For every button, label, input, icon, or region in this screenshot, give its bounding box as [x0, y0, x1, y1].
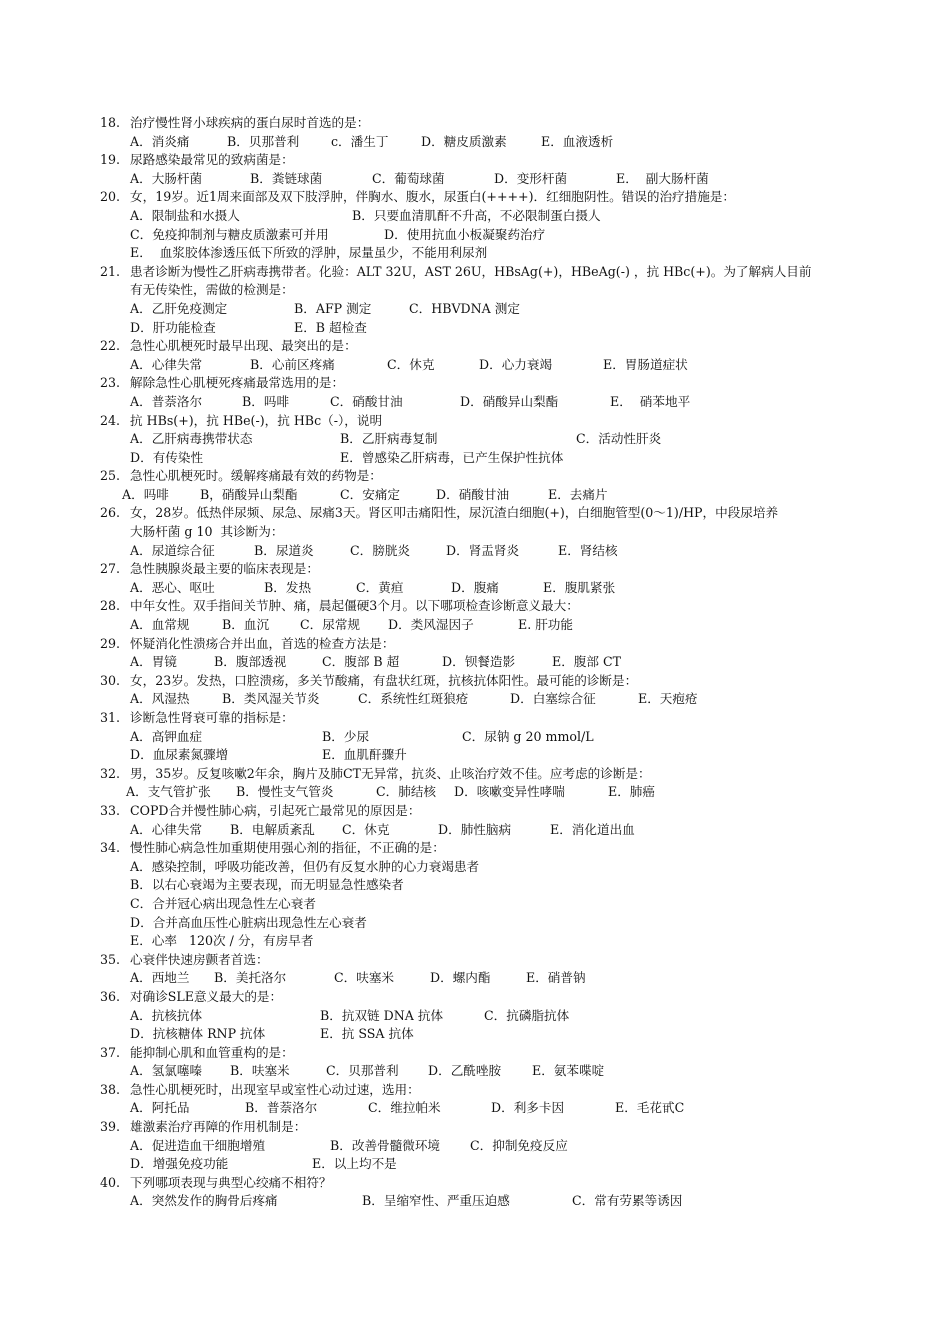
question-text: 急性胰腺炎最主要的临床表现是：	[130, 561, 319, 577]
answer-option: D．硝酸异山梨酯	[460, 393, 559, 409]
question-line	[100, 188, 870, 207]
option-row	[100, 821, 870, 840]
question-text: 急性心肌梗死时。缓解疼痛最有效的药物是：	[130, 468, 382, 484]
answer-option: E. 肝功能	[518, 617, 573, 633]
exam-document	[100, 114, 870, 1211]
answer-option: B．慢性支气管炎	[236, 784, 334, 800]
question-number: 31.	[100, 710, 121, 725]
question-line	[100, 1081, 870, 1100]
answer-option: D．肺性脑病	[438, 821, 512, 837]
option-row	[100, 914, 870, 933]
answer-option: C．呋塞米	[334, 970, 395, 986]
question-number: 21.	[100, 263, 121, 279]
answer-option: D．类风湿因子	[388, 617, 474, 633]
option-row	[100, 1155, 870, 1174]
answer-option: A．阿托品	[130, 1100, 190, 1116]
answer-option: C．维拉帕米	[368, 1100, 441, 1116]
question-text: 女，19岁。近1周来面部及双下肢浮肿，伴胸水、腹水，尿蛋白(++++)．红细胞阴性。错误的治疗措施是：	[130, 189, 736, 205]
question-number: 37.	[100, 1044, 121, 1060]
answer-option: E．B 超检查	[294, 319, 367, 335]
answer-option: A．普萘洛尔	[130, 393, 203, 409]
question-number: 18.	[100, 115, 121, 130]
answer-option: D．变形杆菌	[494, 170, 568, 186]
answer-option: C．腹部 B 超	[322, 654, 400, 670]
question-text: 能抑制心肌和血管重构的是：	[130, 1044, 294, 1060]
answer-option: E．氨苯喋啶	[532, 1063, 605, 1079]
question-text: 女，28岁。低热伴尿频、尿急、尿痛3天。肾区叩击痛阳性，尿沉渣白细胞(+)，白细胞管型(0～1)/HP，中段尿培养	[130, 505, 779, 521]
question-line	[100, 839, 870, 858]
answer-option: B．少尿	[322, 728, 370, 744]
question-number: 29.	[100, 635, 121, 651]
answer-option: A．感染控制，呼吸功能改善，但仍有反复水肿的心力衰竭患者	[130, 858, 480, 874]
answer-option: A．恶心、呕吐	[130, 579, 215, 595]
answer-option: E． 副大肠杆菌	[616, 170, 709, 186]
option-row	[100, 858, 870, 877]
question-text: 慢性肺心病急性加重期使用强心剂的指征，不正确的是：	[130, 840, 445, 856]
answer-option: D．增强免疫功能	[130, 1156, 229, 1172]
question-text: 雄激素治疗再障的作用机制是：	[130, 1119, 307, 1135]
answer-option: A．西地兰	[130, 970, 190, 986]
answer-option: C．黄疸	[356, 579, 404, 595]
answer-option: B．电解质紊乱	[230, 821, 315, 837]
question-text: COPD合并慢性肺心病，引起死亡最常见的原因是：	[130, 802, 421, 818]
question-line	[100, 988, 870, 1007]
question-text: 急性心肌梗死时，出现室早或室性心动过速，选用：	[130, 1081, 420, 1097]
answer-option: B，硝酸异山梨酯	[200, 486, 298, 502]
answer-option: B．腹部透视	[214, 654, 287, 670]
question-text: 诊断急性肾衰可靠的指标是：	[130, 710, 294, 725]
answer-option: D．咳嗽变异性哮喘	[454, 784, 565, 800]
answer-option: C．抑制免疫反应	[470, 1137, 568, 1153]
answer-option: A．尿道综合征	[130, 542, 215, 558]
answer-option: C．贝那普利	[326, 1063, 399, 1079]
question-text: 抗 HBs(+)，抗 HBe(-)，抗 HBc（-），说明	[130, 412, 383, 428]
answer-option: D．血尿素氮骤增	[130, 747, 229, 763]
answer-option: C．尿钠 g 20 mmol/L	[462, 728, 594, 744]
answer-option: A．突然发作的胸骨后疼痛	[130, 1193, 278, 1209]
question-line	[100, 765, 870, 784]
answer-option: E．消化道出血	[550, 821, 635, 837]
answer-option: B．粪链球菌	[250, 170, 323, 186]
answer-option: E．肾结核	[558, 542, 618, 558]
option-row	[100, 728, 870, 747]
answer-option: C．尿常规	[300, 617, 361, 633]
option-row	[100, 133, 870, 152]
answer-option: D．白塞综合征	[510, 691, 596, 707]
question-number: 19.	[100, 152, 121, 168]
answer-option: E． 硝苯地平	[610, 393, 691, 409]
answer-option: D．有传染性	[130, 449, 204, 465]
answer-option: E．曾感染乙肝病毒，已产生保护性抗体	[340, 449, 564, 465]
question-line	[100, 709, 870, 728]
option-row	[100, 1137, 870, 1156]
question-text: 中年女性。双手指间关节肿、痛，晨起僵硬3个月。以下哪项检查诊断意义最大：	[130, 598, 579, 614]
question-line	[100, 951, 870, 970]
answer-option: A．支气管扩张	[126, 784, 211, 800]
option-row	[100, 244, 870, 263]
answer-option: C．抗磷脂抗体	[484, 1007, 570, 1023]
question-number: 23.	[100, 375, 121, 391]
answer-option: A．乙肝免疫测定	[130, 300, 228, 316]
option-row	[100, 170, 870, 189]
question-line	[100, 263, 870, 282]
question-line	[100, 467, 870, 486]
question-continuation: 大肠杆菌 g 10 其诊断为：	[130, 524, 284, 540]
answer-option: E．以上均不是	[312, 1156, 397, 1172]
question-number: 36.	[100, 988, 121, 1004]
answer-option: C．HBVDNA 测定	[409, 300, 520, 316]
question-number: 38.	[100, 1081, 121, 1097]
question-number: 25.	[100, 468, 121, 484]
option-row	[100, 746, 870, 765]
question-number: 26.	[100, 505, 121, 521]
answer-option: B．贝那普利	[227, 133, 300, 149]
answer-option: c．潘生丁	[331, 133, 389, 149]
question-line	[100, 1174, 870, 1193]
answer-option: B．普萘洛尔	[245, 1100, 318, 1116]
answer-option: D．腹痛	[451, 579, 499, 595]
answer-option: C．系统性红斑狼疮	[358, 691, 469, 707]
answer-option: B．心前区疼痛	[250, 356, 335, 372]
question-line	[100, 151, 870, 170]
option-row	[100, 300, 870, 319]
answer-option: C．安痛定	[340, 486, 401, 502]
answer-option: D．合并高血压性心脏病出现急性左心衰者	[130, 914, 367, 930]
option-row	[100, 876, 870, 895]
question-number: 20.	[100, 189, 121, 205]
answer-option: A．抗核抗体	[130, 1007, 203, 1023]
answer-option: A．心律失常	[130, 356, 203, 372]
answer-option: C．休克	[342, 821, 390, 837]
question-number: 28.	[100, 598, 121, 614]
answer-option: E．血肌酐骤升	[322, 747, 407, 763]
answer-option: E．毛花甙C	[615, 1100, 685, 1116]
option-row	[100, 226, 870, 245]
question-number: 22.	[100, 338, 121, 354]
answer-option: B．发热	[264, 579, 312, 595]
option-row	[100, 430, 870, 449]
question-line	[100, 337, 870, 356]
answer-option: C．肺结核	[376, 784, 437, 800]
answer-option: D．心力衰竭	[479, 356, 553, 372]
answer-option: A．氢氯噻嗪	[130, 1063, 203, 1079]
option-row	[100, 690, 870, 709]
answer-option: E．腹部 CT	[552, 654, 622, 670]
question-line	[100, 504, 870, 523]
answer-option: B．尿道炎	[254, 542, 314, 558]
option-row	[100, 579, 870, 598]
answer-option: D．肾盂肾炎	[446, 542, 520, 558]
answer-option: A．促进造血干细胞增殖	[130, 1137, 266, 1153]
question-text: 对确诊SLE意义最大的是：	[130, 988, 283, 1004]
question-number: 30.	[100, 672, 121, 688]
answer-option: A．大肠杆菌	[130, 170, 203, 186]
answer-option: D．乙酰唑胺	[428, 1063, 502, 1079]
option-row	[100, 783, 870, 802]
option-row	[100, 207, 870, 226]
question-line	[100, 672, 870, 691]
question-line	[100, 635, 870, 654]
question-line	[100, 114, 870, 133]
answer-option: B．改善骨髓微环境	[330, 1137, 441, 1153]
answer-option: B．呈缩窄性、严重压迫感	[362, 1193, 510, 1209]
question-continuation: 有无传染性，需做的检测是：	[130, 282, 294, 298]
answer-option: B．类风湿关节炎	[222, 691, 320, 707]
question-text: 怀疑消化性溃疡合并出血，首选的检查方法是：	[130, 635, 395, 651]
option-row	[100, 393, 870, 412]
answer-option: C．免疫抑制剂与糖皮质激素可并用	[130, 226, 329, 242]
answer-option: D．抗核糖体 RNP 抗体	[130, 1026, 266, 1042]
answer-option: E．血液透析	[541, 133, 614, 149]
answer-option: B．AFP 测定	[294, 300, 372, 316]
answer-option: E．去痛片	[548, 486, 608, 502]
answer-option: B．美托洛尔	[214, 970, 287, 986]
option-row	[100, 1099, 870, 1118]
option-row	[100, 1192, 870, 1211]
answer-option: A．吗啡	[122, 486, 169, 502]
answer-option: D．螺内酯	[430, 970, 491, 986]
option-row	[100, 1025, 870, 1044]
question-number: 33.	[100, 802, 121, 818]
question-text: 男，35岁。反复咳嗽2年余，胸片及肺CT无异常，抗炎、止咳治疗效不佳。应考虑的诊断是：	[130, 765, 651, 781]
option-row	[100, 1007, 870, 1026]
option-row	[100, 356, 870, 375]
answer-option: D．糖皮质激素	[421, 133, 507, 149]
question-number: 40.	[100, 1174, 121, 1190]
question-text: 心衰伴快速房颤者首选：	[130, 951, 269, 967]
question-line	[100, 412, 870, 431]
answer-option: C．合并冠心病出现急性左心衰者	[130, 895, 316, 911]
answer-option: B．只要血清肌酐不升高，不必限制蛋白摄人	[352, 207, 601, 223]
answer-option: E．心率 120次 / 分，有房早者	[130, 933, 314, 949]
answer-option: E．硝普钠	[526, 970, 586, 986]
question-text: 解除急性心肌梗死疼痛最常选用的是：	[130, 375, 345, 391]
question-text: 女，23岁。发热，口腔溃疡，多关节酸痛，有盘状红斑，抗核抗体阳性。最可能的诊断是：	[130, 672, 638, 688]
answer-option: B．抗双链 DNA 抗体	[320, 1007, 444, 1023]
question-line	[100, 597, 870, 616]
question-text: 急性心肌梗死时最早出现、最突出的是：	[130, 338, 357, 354]
question-line	[100, 560, 870, 579]
option-row	[100, 486, 870, 505]
question-text: 下列哪项表现与典型心绞痛不相符？	[130, 1174, 332, 1190]
answer-option: B．吗啡	[242, 393, 290, 409]
answer-option: A．血常规	[130, 617, 190, 633]
question-number: 24.	[100, 412, 121, 428]
option-row	[100, 932, 870, 951]
answer-option: D．硝酸甘油	[436, 486, 510, 502]
answer-option: A．限制盐和水摄人	[130, 207, 240, 223]
question-text: 治疗慢性肾小球疾病的蛋白尿时首选的是：	[130, 115, 370, 130]
question-number: 35.	[100, 951, 121, 967]
answer-option: C．休克	[387, 356, 435, 372]
answer-option: B．乙肝病毒复制	[340, 431, 438, 447]
answer-option: B．血沉	[222, 617, 270, 633]
answer-option: C．硝酸甘油	[330, 393, 403, 409]
answer-option: D．钡餐造影	[442, 654, 516, 670]
question-number: 34.	[100, 840, 121, 856]
answer-option: A．风湿热	[130, 691, 190, 707]
answer-option: E．抗 SSA 抗体	[320, 1026, 414, 1042]
question-line	[100, 1044, 870, 1063]
option-row	[100, 449, 870, 468]
question-text: 尿路感染最常见的致病菌是：	[130, 152, 294, 168]
answer-option: A．消炎痛	[130, 133, 190, 149]
question-number: 32.	[100, 765, 121, 781]
question-line	[100, 374, 870, 393]
question-number: 27.	[100, 561, 121, 577]
answer-option: E．胃肠道症状	[603, 356, 688, 372]
answer-option: A．高钾血症	[130, 728, 203, 744]
option-row	[100, 653, 870, 672]
answer-option: E．肺癌	[608, 784, 655, 800]
option-row	[100, 319, 870, 338]
answer-option: A．心律失常	[130, 821, 203, 837]
answer-option: D．肝功能检查	[130, 319, 216, 335]
option-row	[100, 542, 870, 561]
answer-option: E． 血浆胶体渗透压低下所致的浮肿，尿量虽少，不能用利尿剂	[130, 245, 488, 261]
option-row	[100, 616, 870, 635]
answer-option: E．腹肌紧张	[543, 579, 616, 595]
answer-option: E．天疱疮	[638, 691, 698, 707]
answer-option: D．使用抗血小板凝聚药治疗	[384, 226, 546, 242]
answer-option: A．乙肝病毒携带状态	[130, 431, 253, 447]
option-row	[100, 895, 870, 914]
question-number: 39.	[100, 1119, 121, 1135]
answer-option: B．以右心衰竭为主要表现，而无明显急性感染者	[130, 877, 404, 893]
answer-option: C．活动性肝炎	[576, 431, 662, 447]
answer-option: D．利多卡因	[491, 1100, 565, 1116]
answer-option: C．常有劳累等诱因	[572, 1193, 683, 1209]
answer-option: B．呋塞米	[230, 1063, 290, 1079]
option-row	[100, 1062, 870, 1081]
option-row	[100, 969, 870, 988]
question-text: 患者诊断为慢性乙肝病毒携带者。化验：ALT 32U，AST 26U，HBsAg(+)，HBeAg(-) ，抗 HBc(+)。为了解病人目前	[130, 263, 812, 279]
answer-option: C．膀胱炎	[350, 542, 411, 558]
answer-option: C．葡萄球菌	[372, 170, 445, 186]
answer-option: A．胃镜	[130, 654, 177, 670]
question-line	[100, 1118, 870, 1137]
question-line	[100, 802, 870, 821]
